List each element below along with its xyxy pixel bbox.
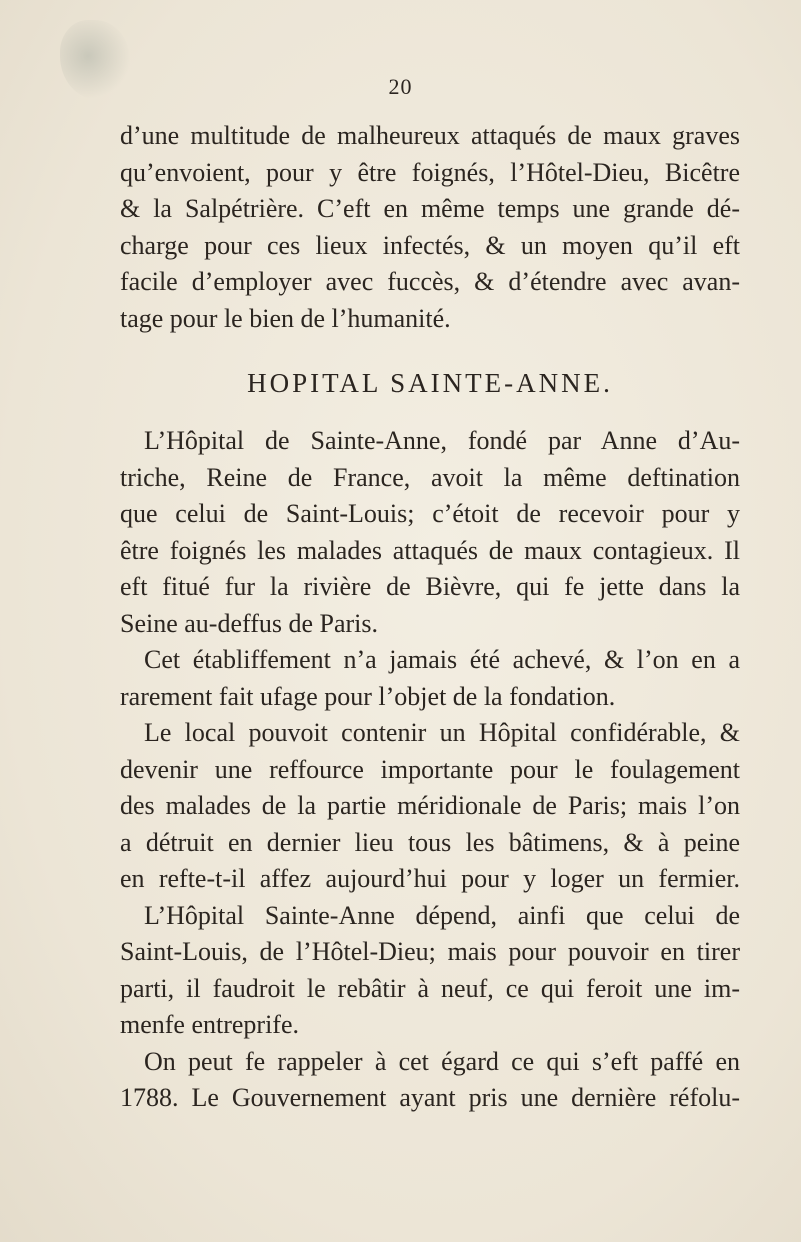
text-line: Seine au-deffus de Paris. (120, 608, 379, 638)
paragraph-foundation (120, 423, 740, 642)
paragraph-establishment (120, 642, 740, 715)
text-line: d’une multitude de malheureux attaqués de maux graves (120, 121, 740, 150)
text-line: rarement fait ufage pour l’objet de la fondation. (120, 681, 616, 711)
text-line: menfe entreprife. (120, 1010, 300, 1039)
text-line: Cet établiffement n’a jamais été achevé, & l’on en a (144, 645, 740, 674)
page-number: 20 (388, 74, 413, 99)
text-line: qu’envoient, pour y être foignés, l’Hôtel-Dieu, Bicêtre (120, 157, 740, 187)
text-line: On peut fe rappeler à cet égard ce qui s’eft paffé en (144, 1046, 740, 1076)
text-line: tage pour le bien de l’humanité. (120, 303, 451, 333)
text-line: que celui de Saint-Louis; c’étoit de recevoir pour y (120, 499, 740, 528)
paragraph-local (120, 715, 740, 898)
section-heading: HOPITAL SAINTE-ANNE. (247, 368, 613, 398)
paragraph-dependence (120, 898, 740, 1044)
text-line: devenir une reffource importante pour le foulagement (120, 754, 740, 784)
paragraph-continued (120, 118, 740, 337)
text-line: L’Hôpital de Sainte-Anne, fondé par Anne d’Au- (144, 426, 740, 455)
text-line: a détruit en dernier lieu tous les bâtimens, & à peine (120, 827, 740, 857)
text-line: facile d’employer avec fuccès, & d’étendre avec avan- (120, 267, 740, 296)
text-line: des malades de la partie méridionale de Paris; mais l’on (120, 791, 740, 820)
paragraph-1788 (120, 1044, 740, 1117)
text-line: charge pour ces lieux infectés, & un moyen qu’il eft (120, 230, 740, 260)
page-body (120, 118, 740, 1117)
text-line: Saint-Louis, de l’Hôtel-Dieu; mais pour pouvoir en tirer (120, 937, 740, 966)
text-line: Le local pouvoit contenir un Hôpital confidérable, & (144, 718, 740, 747)
text-line: eft fitué fur la rivière de Bièvre, qui fe jette dans la (120, 572, 740, 601)
text-line: être foignés les malades attaqués de maux contagieux. Il (120, 535, 740, 565)
text-line: & la Salpétrière. C’eft en même temps une grande dé- (120, 194, 740, 223)
text-line: triche, Reine de France, avoit la même deftination (120, 462, 740, 492)
text-line: 1788. Le Gouvernement ayant pris une dernière réfolu- (120, 1083, 740, 1112)
text-line: en refte-t-il affez aujourd’hui pour y loger un fermier. (120, 864, 740, 893)
text-line: parti, il faudroit le rebâtir à neuf, ce qui feroit une im- (120, 973, 740, 1003)
text-line: L’Hôpital Sainte-Anne dépend, ainfi que celui de (144, 900, 740, 930)
